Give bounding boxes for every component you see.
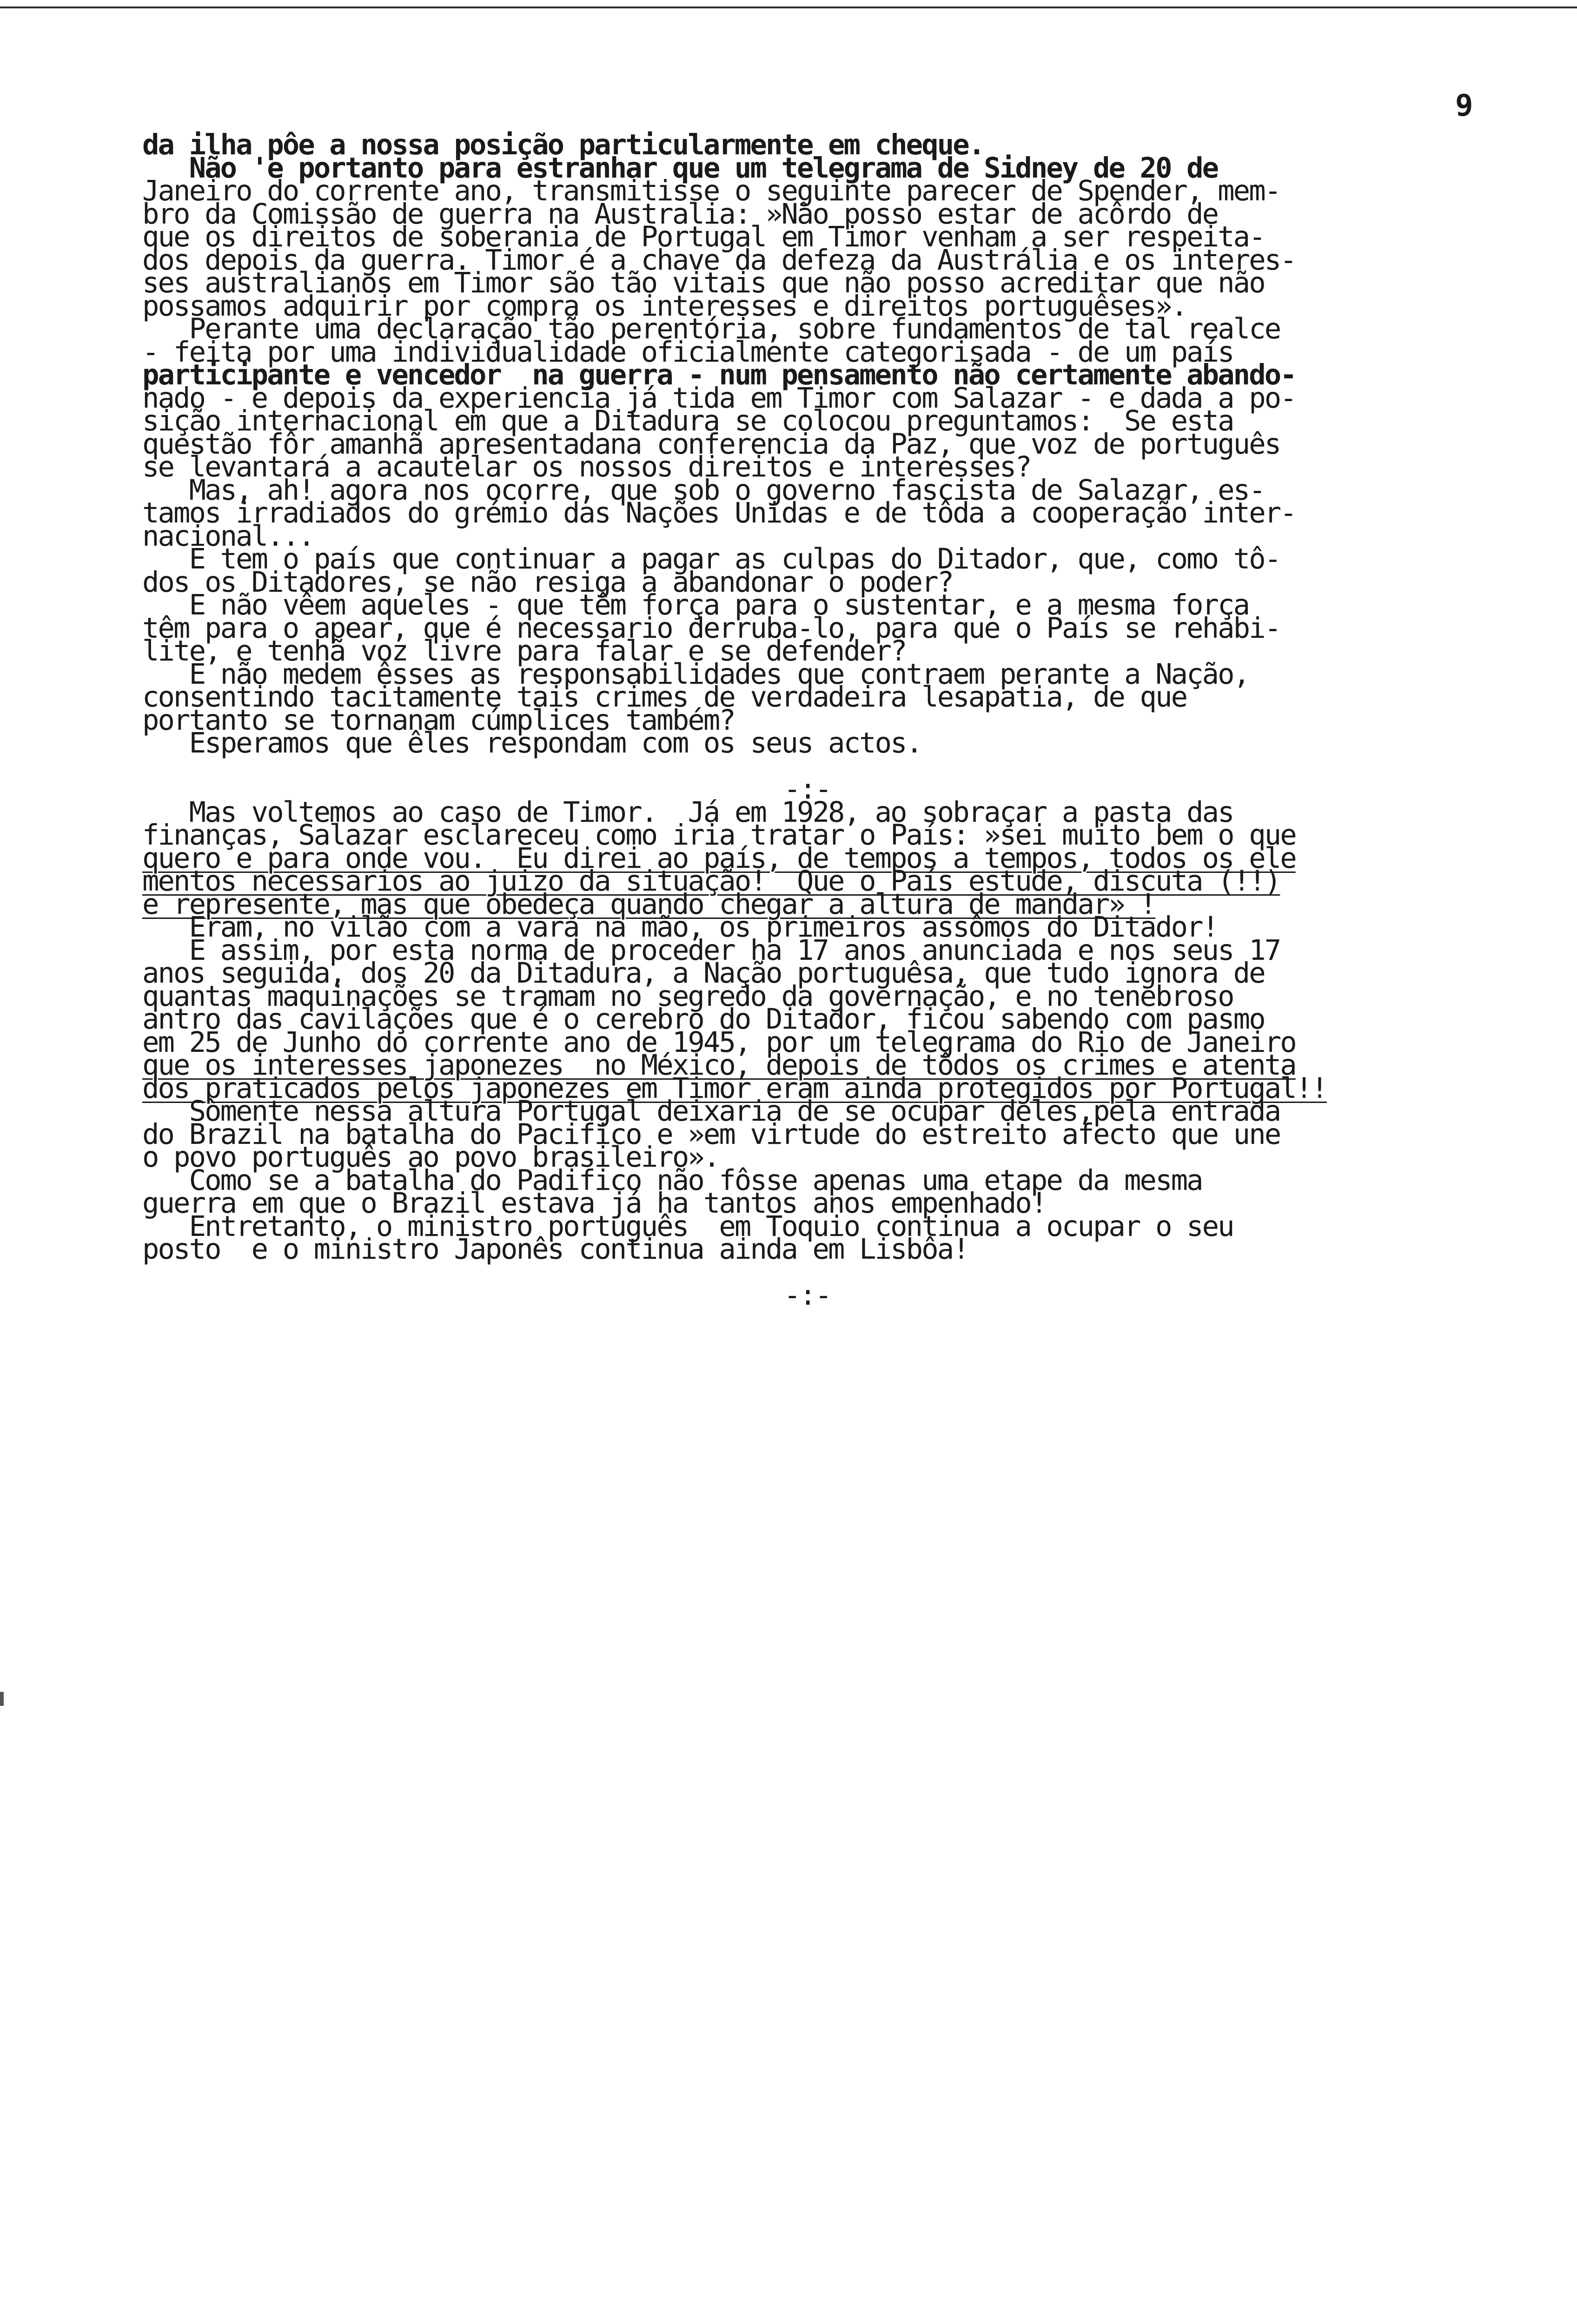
text-line: Perante uma declaração tão perentória, sobre fundamentos de tal realce: [142, 313, 1280, 345]
text-line: do Brazil na batalha do Pacifico e »em virtude do estreito afecto que une: [142, 1118, 1280, 1151]
text-line: Como se a batalha do Padifico não fôsse apenas uma etape da mesma: [142, 1164, 1202, 1197]
text-line: se levantará a acautelar os nossos direitos e interesses?: [142, 451, 1031, 483]
text-line: dos depois da guerra. Timor é a chave da defeza da Austrália e os interes-: [142, 244, 1296, 277]
text-line: Janeiro do corrente ano, transmitisse o seguinte parecer de Spender, mem-: [142, 175, 1280, 207]
underlined-text-line: mentos necessarios ao juizo da situação! Que o País estude, discuta (!!): [142, 865, 1280, 898]
text-line: consentindo tacitamente tais crimes de verdadeira lesapatia, de que: [142, 681, 1187, 713]
page-number: 9: [1455, 89, 1473, 123]
text-line: bro da Comissão de guerra na Australia: »Não posso estar de acôrdo de: [142, 198, 1218, 231]
document-body: [142, 129, 1500, 1312]
text-line: Entretanto, o ministro português em Toquio continua a ocupar o seu: [142, 1210, 1233, 1243]
text-line: Eram, no vilão com a vara na mão, os primeiros assômos do Ditador!: [142, 911, 1218, 944]
text-line: antro das cavilações que é o cerebro do Ditador, ficou sabendo com pasmo: [142, 1003, 1265, 1036]
text-line: guerra em que o Brazil estava já ha tantos anos empenhado!: [142, 1187, 1047, 1220]
text-line: E assim, por esta norma de proceder ha 17 anos anunciada e nos seus 17: [142, 934, 1280, 967]
text-line: da ilha pôe a nossa posição particularmente em cheque.: [142, 129, 984, 161]
separator-text: -:-: [784, 773, 831, 805]
top-edge-rule: [0, 7, 1577, 8]
section-separator: [142, 1279, 1500, 1312]
text-line: ses australianos em Timor são tão vitais que não posso acreditar que não: [142, 267, 1265, 299]
text-line: finanças, Salazar esclareceu como iria tratar o País: »sei muito bem o que: [142, 819, 1296, 852]
margin-mark: [0, 1692, 4, 1706]
text-line: anos seguida, dos 20 da Ditadura, a Nação portuguêsa, que tudo ignora de: [142, 957, 1265, 990]
underlined-text-line: dos praticados pelos japonezes em Timor eram ainda protegidos por Portugal!!: [142, 1072, 1327, 1105]
text-line: Esperamos que êles respondam com os seus actos.: [142, 727, 922, 759]
underlined-text-line: quero e para onde vou. Eu direi ao país, de tempos a tempos, todos os ele: [142, 842, 1296, 875]
separator-text: -:-: [784, 1279, 831, 1312]
text-line: participante e vencedor na guerra - num pensamento não certamente abando-: [142, 359, 1296, 391]
underlined-text-line: e represente, mas que obedeça quando chegar a altura de mandar» !: [142, 888, 1156, 921]
text-line: tamos irradiados do grémio das Nações Unidas e de tôda a cooperação inter-: [142, 497, 1296, 529]
text-line: nado - e depois da experiencia já tida em Timor com Salazar - e dada a po-: [142, 382, 1296, 415]
text-line: posto e o ministro Japonês continua ainda em Lisbôa!: [142, 1233, 968, 1266]
text-line: lite, e tenhã voz livre para falar e se defender?: [142, 635, 906, 667]
text-line: Mas, ah! agora nos ocorre, que sob o governo fascista de Salazar, es-: [142, 474, 1265, 507]
text-line: Não 'e portanto para estranhar que um telegrama de Sidney de 20 de: [142, 152, 1218, 185]
underlined-text-line: que os interesses japonezes no México, depois de tôdos os crimes e atenta: [142, 1049, 1296, 1082]
text-line: quantas maquinações se tramam no segredo da governação, e no tenebroso: [142, 980, 1233, 1013]
text-line: dos os Ditadores, se não resiga a abandonar o poder?: [142, 566, 953, 599]
text-line: E tem o país que continuar a pagar as culpas do Ditador, que, como tô-: [142, 543, 1280, 575]
text-line: nacional...: [142, 520, 314, 553]
text-line: Sòmente nessa altura Portugal deixaria de se ocupar deles,pela entrada: [142, 1095, 1280, 1128]
text-line: o povo português ao povo brasileiro».: [142, 1141, 719, 1174]
text-line: em 25 de Junho do corrente ano de 1945, por um telegrama do Rio de Janeiro: [142, 1026, 1296, 1059]
text-line: questão fôr amanhã apresentadana conferencia da Paz, que voz de português: [142, 428, 1280, 461]
text-line: têm para o apear, que é necessario derruba-lo, para que o País se rehabi-: [142, 612, 1280, 645]
text-line: E não vêem aqueles - que têm força para o sustentar, e a mesma força: [142, 589, 1249, 621]
text-line: - feita por uma individualidade oficialmente categorisada - de um país: [142, 336, 1233, 369]
text-line: sição internacional em que a Ditadura se colocou preguntamos: Se esta: [142, 405, 1233, 437]
text-line: que os direitos de soberania de Portugal em Timor venham a ser respeita-: [142, 221, 1265, 253]
text-line: E não medem êsses as responsabilidades que contraem perante a Nação,: [142, 658, 1249, 691]
text-line: Mas voltemos ao caso de Timor. Já em 1928, ao sobraçar a pasta das: [142, 796, 1233, 829]
text-line: portanto se tornanam cúmplices também?: [142, 704, 735, 737]
text-line: possamos adquirir por compra os interesses e direitos portuguêses».: [142, 290, 1187, 323]
